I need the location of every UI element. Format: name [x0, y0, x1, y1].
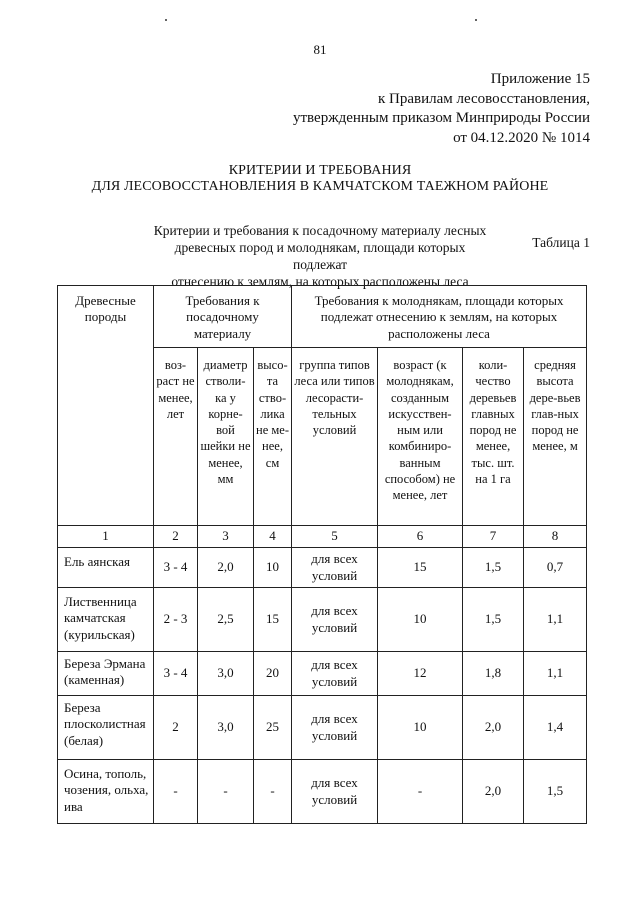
cell-forest-group: для всех условий: [292, 588, 378, 652]
cell-diameter: 3,0: [198, 652, 254, 696]
cell-young-age: -: [378, 760, 463, 824]
criteria-table: [57, 285, 587, 824]
cell-average-height: 1,4: [524, 696, 587, 760]
table-row: [58, 760, 587, 824]
cell-age: 2: [154, 696, 198, 760]
table-row: [58, 652, 587, 696]
cell-average-height: 1,1: [524, 652, 587, 696]
cell-age: 2 - 3: [154, 588, 198, 652]
cell-average-height: 0,7: [524, 548, 587, 588]
header-age: воз-раст не менее, лет: [154, 348, 198, 526]
cell-forest-group: для всех условий: [292, 696, 378, 760]
appendix-line-4: от 04.12.2020 № 1014: [453, 129, 590, 146]
cell-height: 10: [254, 548, 292, 588]
cell-height: 20: [254, 652, 292, 696]
table-row: [58, 588, 587, 652]
cell-diameter: -: [198, 760, 254, 824]
title-line-1: КРИТЕРИИ И ТРЕБОВАНИЯ: [228, 163, 412, 178]
header-young-stands: Требования к молоднякам, площади которых подлежат отнесению к землям, на которых расположены леса: [292, 286, 587, 348]
caption-line-1: Критерии и требования к посадочному материалу лесных: [153, 223, 487, 238]
appendix-line-2: к Правилам лесовосстановления,: [377, 90, 590, 107]
header-species: Древесные породы: [58, 286, 154, 526]
appendix-block: [293, 70, 590, 148]
cell-average-height: 1,5: [524, 760, 587, 824]
scan-speck: [475, 19, 477, 21]
cell-tree-count: 1,8: [463, 652, 524, 696]
page-number: 81: [313, 42, 327, 57]
cell-height: 25: [254, 696, 292, 760]
column-number-row: [58, 526, 587, 548]
header-planting-material: Требования к посадочному материалу: [154, 286, 292, 348]
column-number: 1: [58, 526, 154, 548]
cell-tree-count: 2,0: [463, 760, 524, 824]
cell-forest-group: для всех условий: [292, 652, 378, 696]
cell-young-age: 12: [378, 652, 463, 696]
cell-forest-group: для всех условий: [292, 548, 378, 588]
cell-height: -: [254, 760, 292, 824]
cell-tree-count: 2,0: [463, 696, 524, 760]
table-row: [58, 696, 587, 760]
column-number: 5: [292, 526, 378, 548]
header-height: высо-та ство-лика не ме-нее, см: [254, 348, 292, 526]
scan-speck: [165, 19, 167, 21]
table-row: [58, 548, 587, 588]
group-header-row: [58, 286, 587, 348]
cell-species: Береза Эрмана (каменная): [58, 652, 154, 696]
document-title: [0, 163, 640, 195]
header-tree-count: коли-чество деревьев главных пород не менее, тыс. шт. на 1 га: [463, 348, 524, 526]
caption-line-2: древесных пород и молоднякам, площади которых подлежат: [174, 240, 466, 272]
title-line-2: ДЛЯ ЛЕСОВОССТАНОВЛЕНИЯ В КАМЧАТСКОМ ТАЕЖНОМ РАЙОНЕ: [91, 179, 549, 194]
cell-species: Береза плосколистная (белая): [58, 696, 154, 760]
header-average-height: средняя высота дере-вьев глав-ных пород не менее, м: [524, 348, 587, 526]
cell-species: Ель аянская: [58, 548, 154, 588]
cell-young-age: 10: [378, 696, 463, 760]
header-diameter: диаметр стволи-ка у корне-вой шейки не менее, мм: [198, 348, 254, 526]
cell-young-age: 10: [378, 588, 463, 652]
table-caption: [150, 222, 490, 290]
column-number: 2: [154, 526, 198, 548]
column-number: 3: [198, 526, 254, 548]
cell-young-age: 15: [378, 548, 463, 588]
cell-forest-group: для всех условий: [292, 760, 378, 824]
cell-diameter: 3,0: [198, 696, 254, 760]
cell-species: Осина, тополь, чозения, ольха, ива: [58, 760, 154, 824]
appendix-line-3: утвержденным приказом Минприроды России: [293, 110, 590, 126]
header-forest-group: группа типов леса или типов лесорасти-тельных условий: [292, 348, 378, 526]
column-number: 7: [463, 526, 524, 548]
appendix-line-1: Приложение 15: [490, 71, 590, 87]
column-number: 8: [524, 526, 587, 548]
cell-height: 15: [254, 588, 292, 652]
caption-line-3: отнесению к землям, на которых расположены леса: [171, 274, 469, 289]
cell-age: 3 - 4: [154, 548, 198, 588]
cell-diameter: 2,0: [198, 548, 254, 588]
column-number: 6: [378, 526, 463, 548]
cell-tree-count: 1,5: [463, 548, 524, 588]
cell-tree-count: 1,5: [463, 588, 524, 652]
column-number: 4: [254, 526, 292, 548]
cell-average-height: 1,1: [524, 588, 587, 652]
cell-age: 3 - 4: [154, 652, 198, 696]
header-young-age: возраст (к молоднякам, созданным искусствен-ным или комбиниро-ванным способом) не менее, лет: [378, 348, 463, 526]
table-label: Таблица 1: [532, 235, 590, 250]
cell-species: Лиственница камчатская (курильская): [58, 588, 154, 652]
cell-diameter: 2,5: [198, 588, 254, 652]
cell-age: -: [154, 760, 198, 824]
